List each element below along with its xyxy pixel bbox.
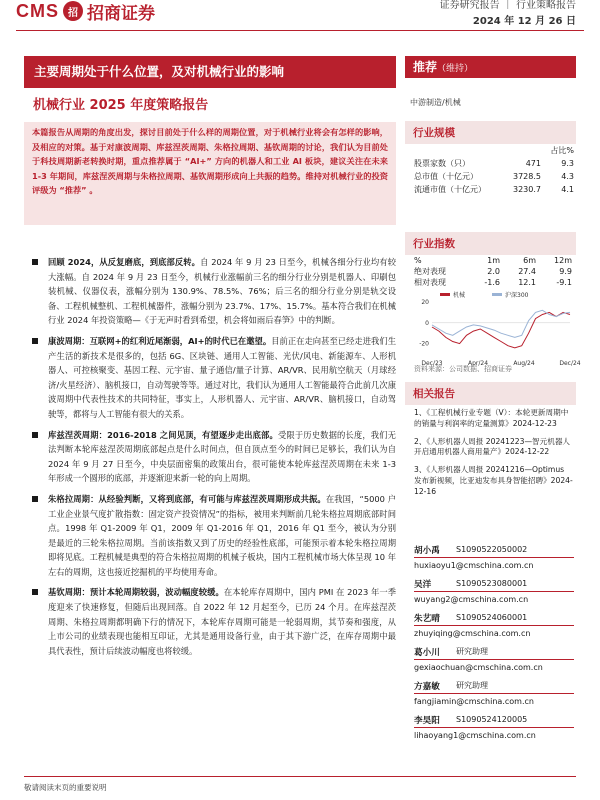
logo-mark-icon: 招 (63, 1, 83, 21)
index-value: -9.1 (556, 278, 572, 287)
bullet-item (32, 334, 396, 422)
index-section-header (405, 232, 576, 255)
scale-pct: 4.3 (561, 172, 574, 181)
analyst-email[interactable]: gexiaochuan@cmschina.com.cn (414, 663, 543, 672)
analyst-name: 朱艺晴 (414, 613, 440, 624)
legend-swatch (440, 293, 450, 296)
header-divider (16, 30, 584, 31)
related-report-item[interactable]: 3、《人形机器人周报 20241216—Optimus 发布新视频，比亚迪发布具身智能招聘》2024-12-16 (414, 465, 573, 496)
related-title: 相关报告 (405, 382, 576, 405)
analyst-cert: S1090524060001 (456, 613, 528, 622)
analyst-name: 李昊阳 (414, 715, 440, 726)
recommendation-rating: 推荐 (413, 60, 438, 74)
x-tick-label: Apr/24 (467, 360, 489, 367)
bullet-item (32, 428, 396, 486)
analyst-cert: S1090522050002 (456, 545, 528, 554)
scale-label: 股票家数（只） (414, 159, 470, 168)
abstract: 本篇报告从周期的角度出发，探讨目前处于什么样的周期位置，对于机械行业将会有怎样的影响，及相应的对策。基于对康波周期、库兹涅茨周期、朱格拉周期、基钦周期的讨论，我们认为目前处于科技周期新老转换时期，重点推荐属于 “AI+” 方向的机器人和工业 AI 板块，建议关注在未来 1-3 年期间，库兹涅茨周期与朱格拉周期、基钦周期形成向上共振的趋势。维持对机械行业的投资评级为 “推荐” 。 (24, 122, 396, 225)
bullet-item (32, 492, 396, 580)
footer-note: 敬请阅读末页的重要说明 (24, 783, 107, 792)
bullet-lead: 库兹涅茨周期：2016-2018 之间见顶，有望逐步走出底部。 (48, 429, 278, 440)
related-section-header (405, 382, 576, 405)
analyst-email[interactable]: zhuyiqing@cmschina.com.cn (414, 629, 531, 638)
analyst-cert: S1090523080001 (456, 579, 528, 588)
index-title: 行业指数 (405, 232, 576, 255)
analyst-name: 方嘉敏 (414, 681, 440, 692)
title-band: 主要周期处于什么位置，及对机械行业的影响 (24, 56, 396, 88)
scale-value: 3230.7 (513, 185, 541, 194)
bullet-square-icon (32, 589, 38, 595)
x-tick-label: Aug/24 (513, 360, 535, 367)
bullet-body: 自 2024 年 9 月 23 日至今，机械各细分行业均有较大涨幅。自 2024 年 9 月 23 日至今，机械行业涨幅前三名的细分行业分别是机器人、印刷包装机械、仪器仪表，涨幅分别为 130.9%、78.5%、76%；后三名的细分行业分别是轨交设备、工程机械整机、工程机械器件，涨幅分别为 23.7%、17%、15.7%。基本符合我们在机械行业 2024 年投资策略—《于无声时看到希望，机会将如雨后春笋》中的判断。 (48, 257, 397, 326)
index-header-cell: 1m (487, 256, 500, 265)
analyst-email[interactable]: wuyang2@cmschina.com.cn (414, 595, 529, 604)
analyst-name: 吴洋 (414, 579, 432, 590)
analyst-name: 胡小禹 (414, 545, 440, 556)
industry-label: 中游制造/机械 (410, 98, 461, 107)
related-report-list (414, 408, 574, 505)
analyst-divider (414, 557, 574, 558)
report-type: 证券研究报告 ｜ 行业策略报告 (439, 0, 576, 11)
index-value: 27.4 (518, 267, 536, 276)
analyst-cert: S1090524120005 (456, 715, 528, 724)
analyst-card (414, 679, 574, 713)
recommendation-band (405, 56, 576, 78)
index-header-cell: % (414, 256, 422, 265)
analyst-divider (414, 693, 574, 694)
scale-pct: 4.1 (561, 185, 574, 194)
document-title: 机械行业 2025 年度策略报告 (33, 98, 209, 113)
analyst-cert: 研究助理 (456, 681, 488, 690)
bullet-square-icon (32, 432, 38, 438)
analyst-divider (414, 625, 574, 626)
bullet-lead: 朱格拉周期：从经验判断，又将到底部，有可能与库兹涅茨周期形成共振。 (48, 493, 326, 504)
index-row (414, 277, 574, 288)
bullet-item (32, 255, 396, 328)
x-tick-label: Dec/23 (421, 360, 443, 367)
scale-label: 流通市值（十亿元） (414, 185, 486, 194)
legend-swatch (492, 293, 502, 296)
analyst-divider (414, 727, 574, 728)
scale-row (414, 157, 574, 170)
legend-label: 机械 (453, 292, 466, 299)
bullet-body: 受限于历史数据的长度，我们无法判断本轮库兹涅茨周期底部起点是什么时间点，但自顶点至今的时间已足够长，我们认为自 2024 年 9 月 27 日至今，中央层面密集的政策出台，很可能使本轮库兹涅茨周期在未来 1-3 年形成一个圆形的底部，并逐渐迎来新一轮的向上周期。 (48, 429, 396, 484)
bullet-lead: 基钦周期：预计本轮周期较弱，波动幅度较缓。 (48, 587, 224, 598)
series-line (432, 310, 570, 337)
bullet-item (32, 585, 396, 658)
logo-text-cn: 招商证券 (87, 3, 155, 24)
y-tick-label: 0 (425, 319, 429, 327)
analyst-card (414, 645, 574, 679)
index-value: 2.0 (487, 267, 500, 276)
bullet-square-icon (32, 496, 38, 502)
x-tick-label: Dec/24 (559, 360, 581, 367)
bullet-lead: 康波周期：互联网+的红利近尾渐弱，AI+的时代已在邀望。 (48, 335, 272, 346)
index-header-cell: 6m (523, 256, 536, 265)
bullet-body: 在我国，“5000 户工业企业景气度扩散指数：固定资产投资情况”的指标，被用来判断前几轮朱格拉周期底部时间点。1998 年 Q1-2009 年 Q1，2009 年 Q1-2016 年 Q1，2016 年 Q1 至今，被认为分别是最近的三轮朱格拉周期。当前该指数又到了历史的经验性底部，可能预示着本轮朱格拉周期即将见底。工程机械是典型的符合朱格拉周期的机械子板块，国内工程机械市场大体呈现 10 年左右的周期，这也接近挖掘机的平均使用寿命。 (48, 493, 396, 577)
index-table (414, 255, 574, 288)
bullet-square-icon (32, 338, 38, 344)
index-line-chart (414, 290, 581, 370)
index-label: 相对表现 (414, 278, 446, 287)
series-line (432, 312, 570, 347)
scale-label: 总市值（十亿元） (414, 172, 478, 181)
scale-row (414, 170, 574, 183)
analyst-list (414, 543, 574, 747)
bullet-square-icon (32, 259, 38, 265)
related-report-item[interactable]: 2、《人形机器人周报 20241223—智元机器人开启通用机器人商用量产》2024-12-22 (414, 436, 571, 457)
scale-section-header (405, 121, 576, 144)
analyst-card (414, 577, 574, 611)
legend-label: 沪深300 (505, 292, 529, 299)
analyst-email[interactable]: huxiaoyu1@cmschina.com.cn (414, 561, 534, 570)
index-header-row (414, 255, 574, 266)
company-logo (16, 0, 155, 22)
analyst-name: 葛小川 (414, 647, 440, 658)
bullet-body: 目前正在走向甚至已经走进我们生产生活的新技术是很多的，包括 6G、区块链、通用人工智能、光伏/风电、新能源车、人形机器人、可控核聚变、基因工程、元宇宙、量子通信/量子计算、AR/VR、民用航空航天（月球经济/火星经济）、脑机接口，自动驾驶等等。通过对比，我们认为通用人工智能最符合此前几次康波周期中代表性技术的共同特征，事实上，人形机器人、元宇宙、AR/VR、脑机接口，自动驾驶等，都将与人工智能有很大的关系。 (48, 335, 396, 419)
footer-divider (24, 776, 576, 777)
analyst-card (414, 543, 574, 577)
scale-value: 3728.5 (513, 172, 541, 181)
y-tick-label: 20 (421, 299, 429, 306)
index-value: 9.9 (559, 267, 572, 276)
analyst-card (414, 713, 574, 747)
scale-header-row (414, 144, 574, 157)
analyst-card (414, 611, 574, 645)
index-header-cell: 12m (554, 256, 572, 265)
scale-table (414, 144, 574, 196)
related-report-item[interactable]: 1、《工程机械行业专题（V）：本轮更新周期中的销量与利润率的定量测算》2024-12-23 (414, 408, 569, 428)
bullet-lead: 回顾 2024，从反复磨底，到底部反转。 (48, 257, 201, 267)
analyst-cert: 研究助理 (456, 647, 488, 656)
scale-row (414, 183, 574, 196)
index-value: 12.1 (518, 278, 536, 287)
chart-source: 资料来源：公司数据、招商证券 (414, 365, 512, 373)
analyst-email[interactable]: fangjiamin@cmschina.com.cn (414, 697, 534, 706)
bullet-body: 在本轮库存周期中，国内 PMI 在 2023 年一季度迎来了快速修复，但随后出现回落。自 2022 年 12 月起至今，已历 24 个月。在库兹涅茨周期、朱格拉周期都明确下行的情况下，本轮库存周期可能是一轮弱周期，其节奏和强度，从上市公司的业绩表现也能相互印证，尤其是通用设备行业，由于其下游广泛，在库存周期中最具代表性，预计后续波动幅度也将较缓。 (48, 587, 396, 656)
analyst-email[interactable]: lihaoyang1@cmschina.com.cn (414, 731, 536, 740)
scale-header-pct: 占比% (550, 146, 574, 155)
index-row (414, 266, 574, 277)
report-date: 2024 年 12 月 26 日 (472, 16, 576, 27)
recommendation-note: （维持） (437, 64, 474, 74)
index-value: -1.6 (484, 278, 500, 287)
scale-value: 471 (525, 159, 541, 168)
scale-pct: 9.3 (561, 159, 574, 168)
analyst-divider (414, 591, 574, 592)
index-label: 绝对表现 (414, 267, 446, 276)
bullet-list (32, 255, 396, 664)
scale-title: 行业规模 (405, 121, 576, 144)
analyst-divider (414, 659, 574, 660)
y-tick-label: -20 (419, 340, 429, 348)
logo-text-en: CMS (16, 0, 59, 21)
